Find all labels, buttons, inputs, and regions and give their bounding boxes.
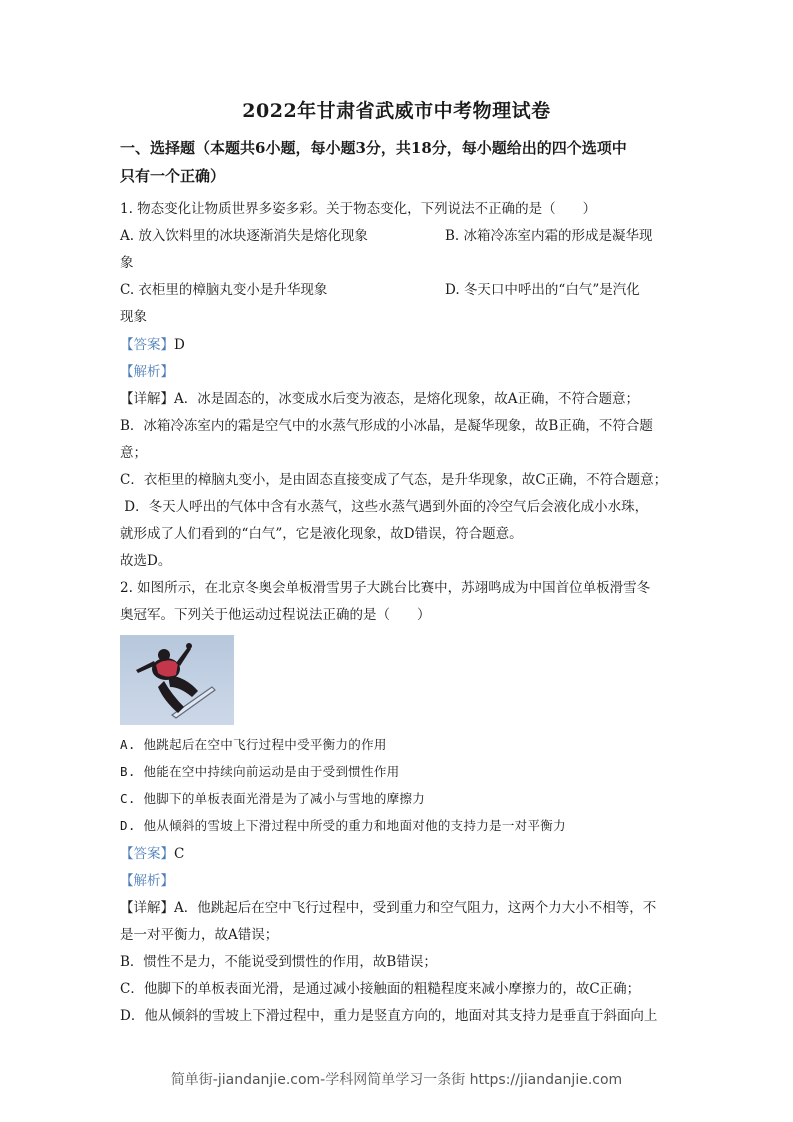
question-1-detail-line-7: 故选D。 [120, 553, 172, 569]
question-2-option-c: C. 他脚下的单板表面光滑是为了减小与雪地的摩擦力 [120, 791, 426, 806]
answer-value: C [174, 846, 185, 862]
question-2-option-b: B. 他能在空中持续向前运动是由于受到惯性作用 [120, 764, 400, 779]
question-2-detail-line-2: 是一对平衡力，故A错误； [120, 927, 279, 943]
question-2-detail-line-5: D．他从倾斜的雪坡上下滑过程中，重力是竖直方向的，地面对其支持力是垂直于斜面向上 [120, 1008, 658, 1024]
question-1-option-a: A. 放入饮料里的冰块逐渐消失是熔化现象 [120, 228, 368, 244]
question-1-answer [120, 335, 680, 355]
section-heading-line1: 一、选择题（本题共6小题，每小题3分，共18分，每小题给出的四个选项中 [120, 139, 627, 157]
question-1-detail-line-5: D．冬天人呼出的气体中含有水蒸气，这些水蒸气遇到外面的冷空气后会液化成小水珠， [120, 499, 649, 515]
question-1-detail-line-6: 就形成了人们看到的“白气”，它是液化现象，故D错误，符合题意。 [120, 526, 523, 542]
detail-label: 【详解】 [120, 391, 174, 407]
section-heading-line2: 只有一个正确） [120, 167, 226, 185]
question-1-stem: 1. 物态变化让物质世界多姿多彩。关于物态变化，下列说法不正确的是（ ） [120, 201, 597, 217]
question-2-analysis-label: 【解析】 [120, 873, 174, 889]
question-2-detail-line-4: C．他脚下的单板表面光滑，是通过减小接触面的粗糙程度来减小摩擦力的，故C正确； [120, 981, 641, 997]
question-2-answer [120, 844, 680, 864]
question-1-option-c: C. 衣柜里的樟脑丸变小是升华现象 [120, 282, 328, 298]
question-2-detail-line-1 [120, 898, 680, 918]
question-2-detail-line-3: B．惯性不是力，不能说受到惯性的作用，故B错误； [120, 954, 437, 970]
question-1-detail-line-1 [120, 389, 680, 409]
question-1-option-d: D. 冬天口中呼出的“白气”是汽化 [445, 282, 640, 298]
footer-watermark: 简单街-jiandanjie.com-学科网简单学习一条街 https://jiandanjie.com [170, 1072, 623, 1088]
answer-value: D [174, 337, 185, 353]
question-2-stem-line-1: 2. 如图所示，在北京冬奥会单板滑雪男子大跳台比赛中，苏翊鸣成为中国首位单板滑雪冬 [120, 580, 651, 596]
question-1-option-b-cont: 象 [120, 255, 134, 271]
question-1-detail-line-2: B．冰箱冷冻室内的霜是空气中的水蒸气形成的小冰晶，是凝华现象，故B正确，不符合题 [120, 418, 653, 434]
question-2-option-d: D. 他从倾斜的雪坡上下滑过程中所受的重力和地面对他的支持力是一对平衡力 [120, 818, 566, 833]
question-2-option-a: A. 他跳起后在空中飞行过程中受平衡力的作用 [120, 737, 387, 752]
detail-text: A．他跳起后在空中飞行过程中，受到重力和空气阻力，这两个力大小不相等，不 [174, 900, 657, 916]
document-title: 2022年甘肃省武威市中考物理试卷 [242, 100, 551, 122]
answer-label: 【答案】 [120, 846, 174, 862]
question-1-option-b: B. 冰箱冷冻室内霜的形成是凝华现 [445, 228, 653, 244]
question-2-stem-line-2: 奥冠军。下列关于他运动过程说法正确的是（ ） [120, 607, 431, 623]
snowboarder-photo [120, 635, 234, 725]
snowboarder-figure-icon [120, 635, 234, 725]
detail-label: 【详解】 [120, 900, 174, 916]
question-1-option-d-cont: 现象 [120, 309, 147, 325]
question-1-detail-line-3: 意； [120, 445, 147, 461]
detail-text: A．冰是固态的，冰变成水后变为液态，是熔化现象，故A正确，不符合题意； [174, 391, 639, 407]
answer-label: 【答案】 [120, 337, 174, 353]
question-1-analysis-label: 【解析】 [120, 364, 174, 380]
question-1-detail-line-4: C．衣柜里的樟脑丸变小，是由固态直接变成了气态，是升华现象，故C正确，不符合题意； [120, 472, 668, 488]
